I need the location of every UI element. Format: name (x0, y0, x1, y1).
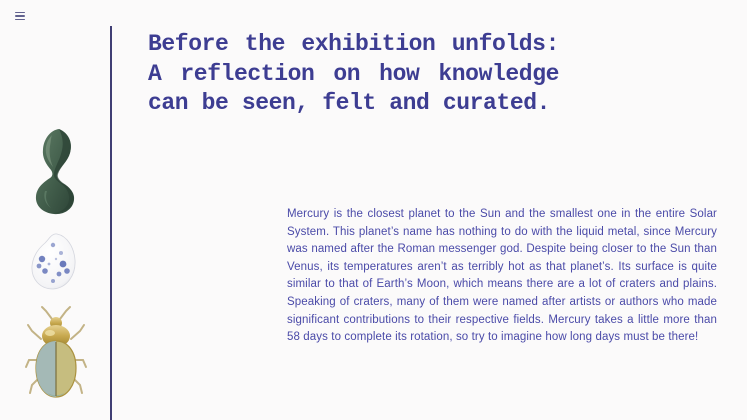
beetle-image (24, 305, 88, 402)
page-title-line-3: can be seen, felt and curated. (148, 90, 551, 116)
sidebar-item-porcelain-vase[interactable] (26, 231, 82, 294)
page-title (148, 30, 559, 119)
porcelain-vase-image (26, 231, 82, 294)
vertical-divider (110, 26, 112, 420)
menu-button[interactable] (15, 10, 29, 22)
page-title-line-2: A reflection on how knowledge (148, 60, 559, 87)
hamburger-icon (15, 12, 25, 14)
sidebar-item-beetle[interactable] (24, 305, 88, 402)
intro-paragraph: Mercury is the closest planet to the Sun and the smallest one in the entire Solar System. This planet’s name has nothing to do with the liquid metal, since Mercury was named after the Roman messenger god. Despite being closer to the Sun than Venus, its temperatures aren’t as terribly hot as that planet’s. Its surface is quite similar to that of Earth’s Moon, which means there are a lot of craters and plains. Speaking of craters, many of them were named after artists or authors who made significant contributions to their respective fields. Mercury takes a little more than 58 days to complete its rotation, so try to imagine how long days must be there! (287, 208, 717, 344)
page-title-line-1: Before the exhibition unfolds: (148, 31, 559, 57)
green-sculpture-image (30, 127, 82, 216)
sidebar-item-green-sculpture[interactable] (30, 127, 82, 216)
